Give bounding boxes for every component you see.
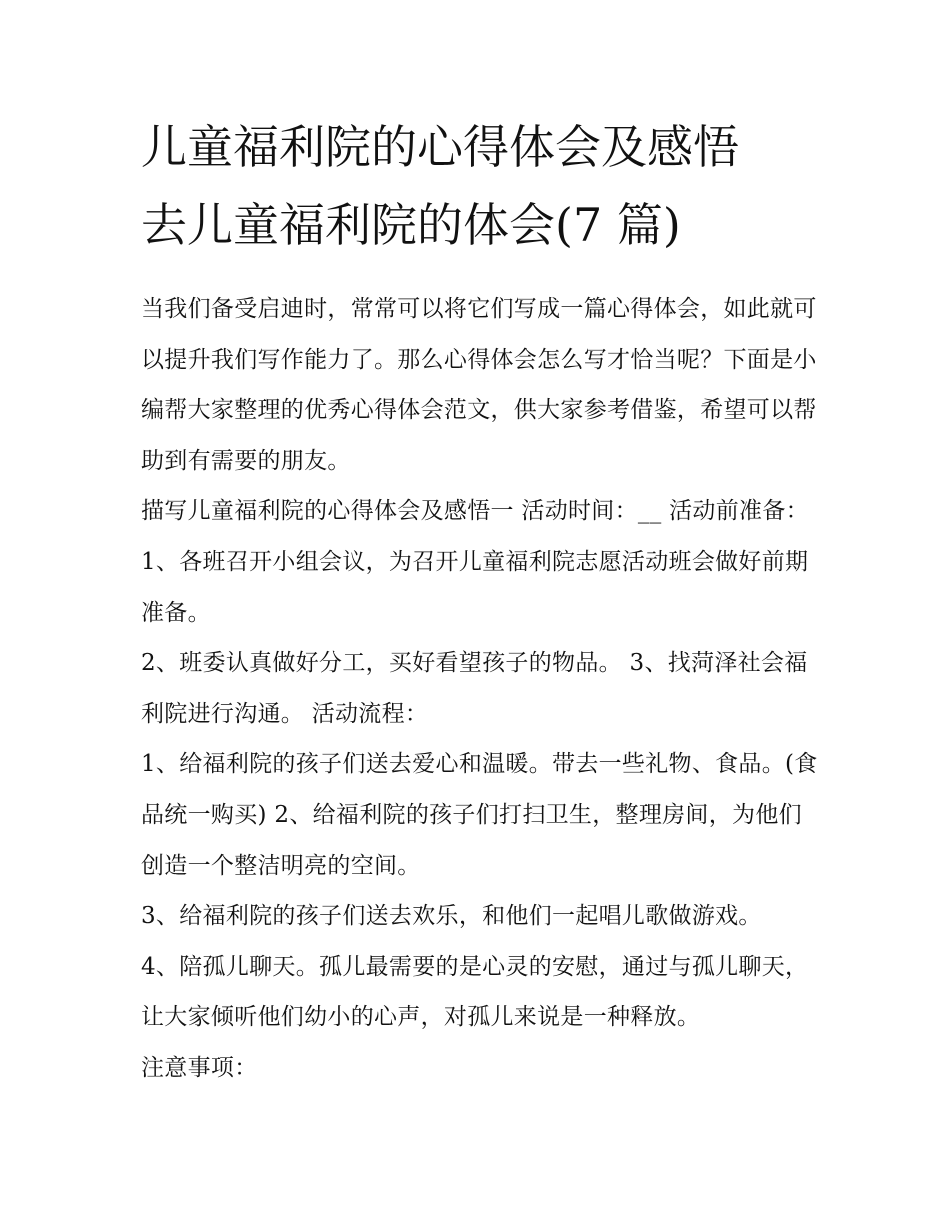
document-title: [141, 108, 821, 264]
title-line-2: 去儿童福利院的体会(7 篇): [141, 198, 681, 252]
preparation-paragraph: 2、班委认真做好分工，买好看望孩子的物品。 3、找菏泽社会福利院进行沟通。 活动流程：: [141, 650, 808, 727]
document-body: [141, 284, 821, 1094]
intro-paragraph: 当我们备受启迪时，常常可以将它们写成一篇心得体会，如此就可以提升我们写作能力了。那么心得体会怎么写才恰当呢？下面是小编帮大家整理的优秀心得体会范文，供大家参考借鉴，希望可以帮助到有需要的朋友。: [141, 296, 817, 474]
title-line-1: 儿童福利院的心得体会及感悟: [141, 120, 739, 174]
process-step-4-paragraph: 4、陪孤儿聊天。孤儿最需要的是心灵的安慰，通过与孤儿聊天，让大家倾听他们幼小的心声，对孤儿来说是一种释放。: [141, 953, 809, 1031]
activity-time-paragraph: 描写儿童福利院的心得体会及感悟一 活动时间：__ 活动前准备： 1、各班召开小组会议，为召开儿童福利院志愿活动班会做好前期准备。: [141, 498, 809, 626]
process-step-1-2-paragraph: 1、给福利院的孩子们送去爱心和温暖。带去一些礼物、食品。(食品统一购买) 2、给福利院的孩子们打扫卫生，整理房间，为他们创造一个整洁明亮的空间。: [141, 751, 818, 879]
notes-heading: 注意事项：: [141, 1054, 258, 1081]
document-page: [141, 108, 821, 1094]
process-step-3-paragraph: 3、给福利院的孩子们送去欢乐，和他们一起唱儿歌做游戏。: [141, 903, 762, 930]
